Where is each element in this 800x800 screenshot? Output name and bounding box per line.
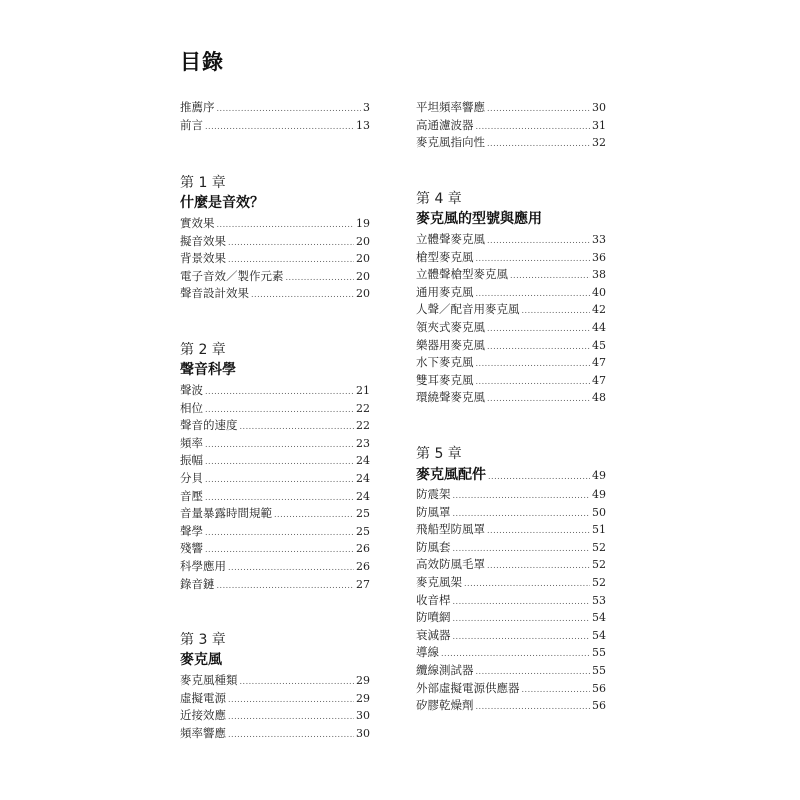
chapter-label: 第 3 章 [180, 632, 226, 648]
toc-entry [416, 574, 606, 592]
page-number: 47 [592, 373, 606, 387]
page-number: 52 [592, 558, 606, 572]
leader-dots [453, 610, 591, 628]
leader-dots [205, 118, 354, 136]
leader-dots [476, 285, 591, 303]
toc-entry [180, 435, 370, 453]
leader-dots [522, 302, 591, 320]
toc-entry [180, 285, 370, 303]
toc-entry [180, 268, 370, 286]
chapter-label: 第 4 章 [416, 191, 462, 207]
page-number: 42 [592, 303, 606, 317]
page-number: 30 [356, 726, 370, 740]
page-number: 20 [356, 269, 370, 283]
toc-entry [180, 488, 370, 506]
entry-title: 通用麥克風 [416, 284, 474, 299]
chapter-entries [180, 672, 370, 742]
toc-entry [416, 556, 606, 574]
leader-dots [453, 628, 591, 646]
leader-dots [464, 575, 590, 593]
entry-title: 聲波 [180, 383, 203, 397]
toc-entry [416, 697, 606, 715]
entry-title: 收音桿 [416, 592, 451, 607]
toc-entry [180, 117, 370, 135]
leader-dots [510, 267, 590, 285]
toc-entry [416, 301, 606, 319]
leader-dots [453, 593, 591, 611]
toc-entry [416, 266, 606, 284]
entry-title: 環繞聲麥克風 [416, 390, 485, 405]
page-number: 56 [592, 699, 606, 713]
page-number: 55 [592, 663, 606, 677]
toc-entry [416, 231, 606, 249]
toc-entry [180, 382, 370, 400]
leader-dots [487, 522, 590, 540]
toc-entry [180, 470, 370, 488]
chapter-label: 第 1 章 [180, 175, 226, 191]
toc-entry [416, 117, 606, 135]
toc-entry [180, 233, 370, 251]
entry-title: 背景效果 [180, 251, 226, 266]
front-matter-list [180, 99, 370, 134]
page-number: 27 [356, 577, 370, 591]
page-number: 31 [592, 118, 606, 132]
page-number: 52 [592, 575, 606, 589]
chapter-title: 麥克風配件 [416, 467, 486, 483]
chapter-title-entry [416, 464, 606, 486]
leader-dots [522, 681, 591, 699]
page-number: 52 [592, 540, 606, 554]
page-number: 20 [356, 287, 370, 301]
entry-title: 水下麥克風 [416, 355, 474, 370]
page-number: 20 [356, 234, 370, 248]
page-number: 25 [356, 507, 370, 521]
entry-title: 實效果 [180, 216, 215, 230]
leader-dots [476, 250, 591, 268]
entry-title: 聲學 [180, 523, 203, 538]
entry-title: 防風罩 [416, 504, 451, 519]
leader-dots [476, 663, 591, 681]
toc-entry [180, 707, 370, 725]
leader-dots [205, 541, 354, 559]
leader-dots [476, 698, 591, 716]
toc-entry [180, 417, 370, 435]
leader-dots [228, 691, 354, 709]
entry-title: 振幅 [180, 453, 203, 468]
toc-entry [416, 319, 606, 337]
entry-title: 防噴網 [416, 610, 451, 625]
toc-entry [416, 680, 606, 698]
leader-dots [487, 135, 590, 153]
leader-dots [240, 418, 355, 436]
entry-title: 麥克風架 [416, 574, 462, 589]
toc-entry [416, 592, 606, 610]
page-number: 26 [356, 559, 370, 573]
leader-dots [487, 320, 590, 338]
entry-title: 高通濾波器 [416, 117, 474, 132]
page-number: 20 [356, 252, 370, 266]
page-number: 51 [592, 523, 606, 537]
chapter-title: 聲音科學 [180, 362, 236, 378]
leader-dots [453, 487, 591, 505]
chapter-3 [180, 631, 370, 742]
entry-title: 人聲／配音用麥克風 [416, 302, 520, 317]
page-number: 22 [356, 401, 370, 415]
entry-title: 虛擬電源 [180, 690, 226, 705]
chapter-entries [180, 215, 370, 303]
leader-dots [476, 373, 591, 391]
leader-dots [205, 401, 354, 419]
toc-entry [416, 372, 606, 390]
leader-dots [228, 726, 354, 744]
chapter-entries [416, 231, 606, 407]
page-number: 23 [356, 436, 370, 450]
toc-entry [416, 539, 606, 557]
entry-title: 立體聲槍型麥克風 [416, 267, 508, 282]
leader-dots [228, 708, 354, 726]
entry-title: 導線 [416, 645, 439, 660]
entry-title: 殘響 [180, 541, 203, 556]
leader-dots [217, 100, 362, 118]
entry-title: 音量暴露時間規範 [180, 506, 272, 521]
toc-entry [180, 452, 370, 470]
chapter-1 [180, 174, 370, 303]
toc-entry [416, 486, 606, 504]
toc-entry [180, 250, 370, 268]
leader-dots [487, 390, 590, 408]
leader-dots [205, 436, 354, 454]
leader-dots [274, 506, 354, 524]
page-number: 22 [356, 419, 370, 433]
chapter-2 [180, 341, 370, 593]
toc-entry [180, 99, 370, 117]
leader-dots [217, 216, 355, 234]
entry-title: 防震架 [416, 487, 451, 501]
chapter-title: 什麼是音效？ [180, 195, 264, 211]
chapter-5 [416, 445, 606, 715]
chapter-label: 第 2 章 [180, 342, 226, 358]
entry-title: 領夾式麥克風 [416, 319, 485, 334]
entry-title: 雙耳麥克風 [416, 372, 474, 387]
page-number: 24 [356, 471, 370, 485]
leader-dots [453, 540, 591, 558]
leader-dots [228, 559, 354, 577]
leader-dots [286, 269, 355, 287]
toc-entry [416, 662, 606, 680]
page-number: 24 [356, 454, 370, 468]
page-number: 29 [356, 674, 370, 687]
toc-entry [180, 690, 370, 708]
chapter-title: 麥克風的型號與應用 [416, 211, 542, 227]
toc-entry [180, 505, 370, 523]
leader-dots [488, 472, 590, 481]
entry-title: 擬音效果 [180, 233, 226, 248]
page-number: 24 [356, 489, 370, 503]
page-number: 47 [592, 356, 606, 370]
entry-title: 錄音鏈 [180, 576, 215, 591]
entry-title: 聲音設計效果 [180, 286, 249, 301]
toc-entry [180, 576, 370, 594]
entry-title: 衰減器 [416, 627, 451, 642]
toc-entry [180, 523, 370, 541]
page-number: 25 [356, 524, 370, 538]
leader-dots [251, 286, 354, 304]
entry-title: 立體聲麥克風 [416, 232, 485, 246]
entry-title: 高效防風毛罩 [416, 557, 485, 572]
leader-dots [205, 471, 354, 489]
entry-title: 纜線測試器 [416, 662, 474, 677]
entry-title: 相位 [180, 400, 203, 415]
entry-title: 前言 [180, 117, 203, 132]
leader-dots [453, 505, 591, 523]
page-number: 40 [592, 285, 606, 299]
page-number: 30 [356, 709, 370, 723]
page-number: 3 [363, 101, 370, 114]
leader-dots [205, 524, 354, 542]
chapter-title: 麥克風 [180, 652, 222, 668]
page-number: 44 [592, 320, 606, 334]
toc-entry [180, 672, 370, 690]
toc-entry [180, 725, 370, 743]
page-title: 目錄 [180, 50, 224, 74]
leader-dots [441, 645, 590, 663]
page-number: 38 [592, 268, 606, 282]
leader-dots [487, 232, 590, 250]
entry-title: 麥克風指向性 [416, 135, 485, 150]
leader-dots [205, 453, 354, 471]
page-number: 45 [592, 338, 606, 352]
page-number: 36 [592, 250, 606, 264]
chapter-entries [416, 486, 606, 715]
entry-title: 電子音效／製作元素 [180, 268, 284, 283]
entry-title: 近接效應 [180, 708, 226, 723]
chapter-3-continued [416, 99, 606, 152]
entry-title: 防風套 [416, 539, 451, 554]
page-number: 32 [592, 136, 606, 150]
toc-entry [416, 627, 606, 645]
page-number: 13 [356, 118, 370, 132]
entry-title: 外部虛擬電源供應器 [416, 680, 520, 695]
entry-title: 平坦頻率響應 [416, 100, 485, 114]
toc-entry [416, 521, 606, 539]
page-number: 56 [592, 681, 606, 695]
toc-entry [416, 99, 606, 117]
toc-entry [180, 558, 370, 576]
toc-entry [416, 337, 606, 355]
leader-dots [487, 100, 590, 118]
leader-dots [476, 355, 591, 373]
toc-entry [180, 215, 370, 233]
leader-dots [487, 338, 590, 356]
page-number: 21 [356, 384, 370, 397]
entry-title: 樂器用麥克風 [416, 337, 485, 352]
toc-entry [416, 389, 606, 407]
entry-title: 頻率響應 [180, 725, 226, 740]
page-number: 54 [592, 628, 606, 642]
leader-dots [487, 557, 590, 575]
leader-dots [217, 577, 355, 595]
chapter-entries [180, 382, 370, 593]
page-number: 53 [592, 593, 606, 607]
entry-title: 推薦序 [180, 100, 215, 114]
page-number: 50 [592, 505, 606, 519]
toc-entry [416, 249, 606, 267]
chapter-4 [416, 190, 606, 407]
toc-entry [416, 134, 606, 152]
page-number: 49 [592, 469, 606, 482]
leader-dots [205, 489, 354, 507]
page-number: 19 [356, 217, 370, 230]
leader-dots [476, 118, 591, 136]
leader-dots [228, 234, 354, 252]
entry-title: 槍型麥克風 [416, 249, 474, 264]
toc-entry [416, 284, 606, 302]
page-number: 33 [592, 233, 606, 246]
leader-dots [228, 251, 354, 269]
entry-title: 聲音的速度 [180, 418, 238, 433]
toc-entry [416, 644, 606, 662]
entry-title: 飛船型防風罩 [416, 522, 485, 537]
entry-title: 麥克風種類 [180, 673, 238, 687]
leader-dots [205, 383, 354, 401]
page-number: 30 [592, 101, 606, 114]
page-number: 55 [592, 646, 606, 660]
entry-title: 科學應用 [180, 558, 226, 573]
entry-title: 頻率 [180, 435, 203, 450]
toc-entry [416, 504, 606, 522]
leader-dots [240, 673, 355, 691]
page-number: 29 [356, 691, 370, 705]
page-number: 48 [592, 391, 606, 405]
toc-entry [180, 400, 370, 418]
toc-entry [416, 609, 606, 627]
entry-title: 矽膠乾燥劑 [416, 698, 474, 713]
page-number: 54 [592, 611, 606, 625]
entry-title: 音壓 [180, 488, 203, 503]
toc-entry [180, 540, 370, 558]
page-number: 49 [592, 488, 606, 501]
entry-title: 分貝 [180, 470, 203, 485]
page-number: 26 [356, 542, 370, 556]
toc-entry [416, 354, 606, 372]
chapter-label: 第 5 章 [416, 446, 462, 462]
